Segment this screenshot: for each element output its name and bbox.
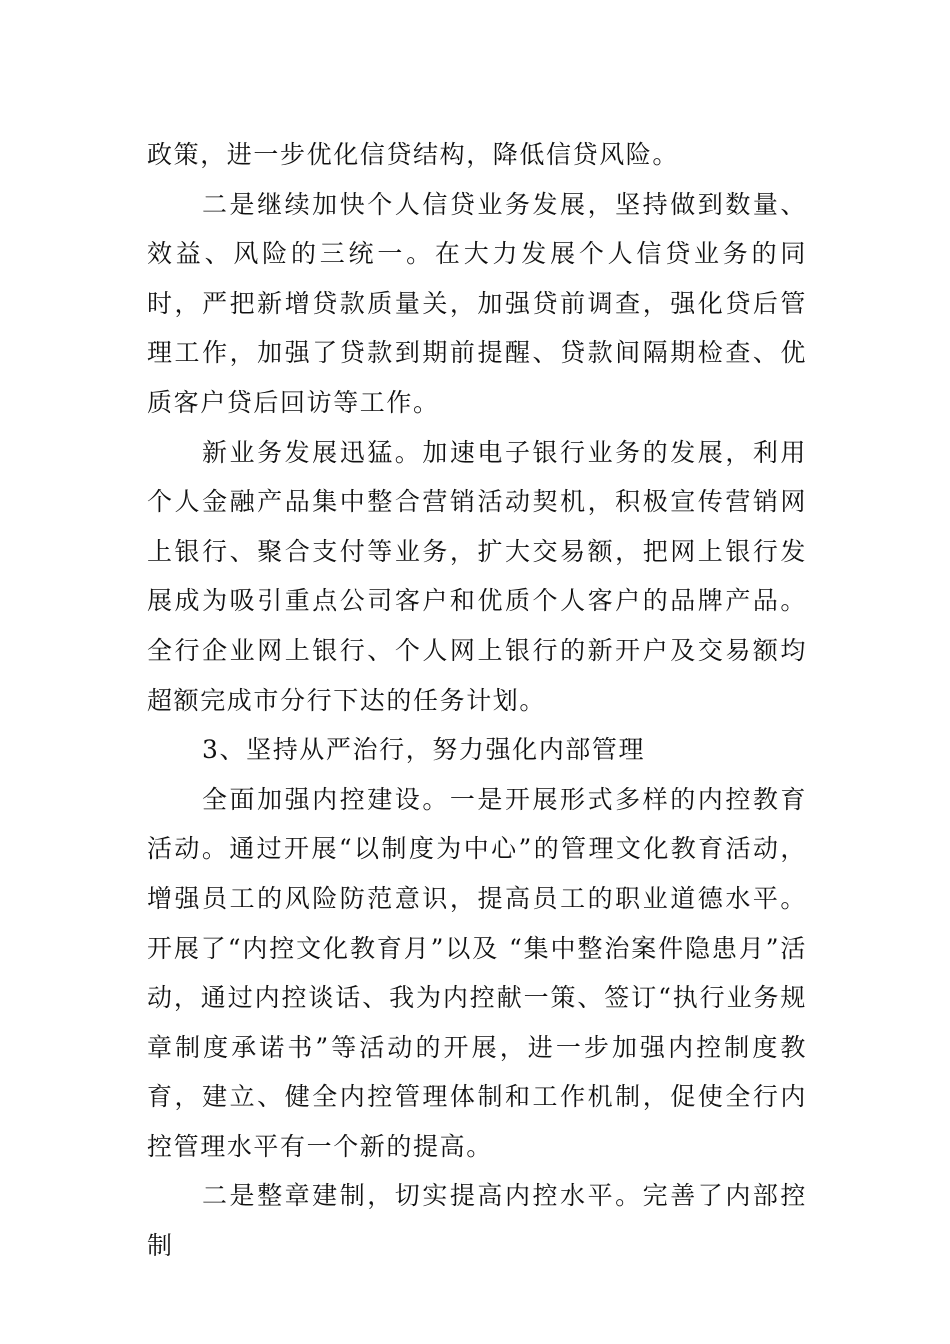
document-body bbox=[147, 130, 807, 1271]
paragraph-5: 二是整章建制，切实提高内控水平。完善了内部控制 bbox=[147, 1181, 807, 1261]
paragraph-2: 二是继续加快个人信贷业务发展，坚持做到数量、效益、风险的三统一。在大力发展个人信贷业务的同时，严把新增贷款质量关，加强贷前调查，强化贷后管理工作，加强了贷款到期前提醒、贷款间隔期检查、优质客户贷后回访等工作。 bbox=[147, 189, 807, 417]
paragraph-1: 政策，进一步优化信贷结构，降低信贷风险。 bbox=[147, 140, 680, 169]
section-heading: 3、坚持从严治行，努力强化内部管理 bbox=[202, 735, 646, 765]
paragraph-4: 全面加强内控建设。一是开展形式多样的内控教育活动。通过开展“以制度为中心”的管理文化教育活动，增强员工的风险防范意识，提高员工的职业道德水平。开展了“内控文化教育月”以及 “集中整治案件隐患月”活动，通过内控谈话、我为内控献一策、签订“执行业务规章制度承诺书”等活动的开展，进一步加强内控制度教育，建立、健全内控管理体制和工作机制，促使全行内控管理水平有一个新的提高。 bbox=[147, 784, 807, 1161]
paragraph-3: 新业务发展迅猛。加速电子银行业务的发展，利用个人金融产品集中整合营销活动契机，积极宣传营销网上银行、聚合支付等业务，扩大交易额，把网上银行发展成为吸引重点公司客户和优质个人客户的品牌产品。全行企业网上银行、个人网上银行的新开户及交易额均超额完成市分行下达的任务计划。 bbox=[147, 437, 807, 715]
